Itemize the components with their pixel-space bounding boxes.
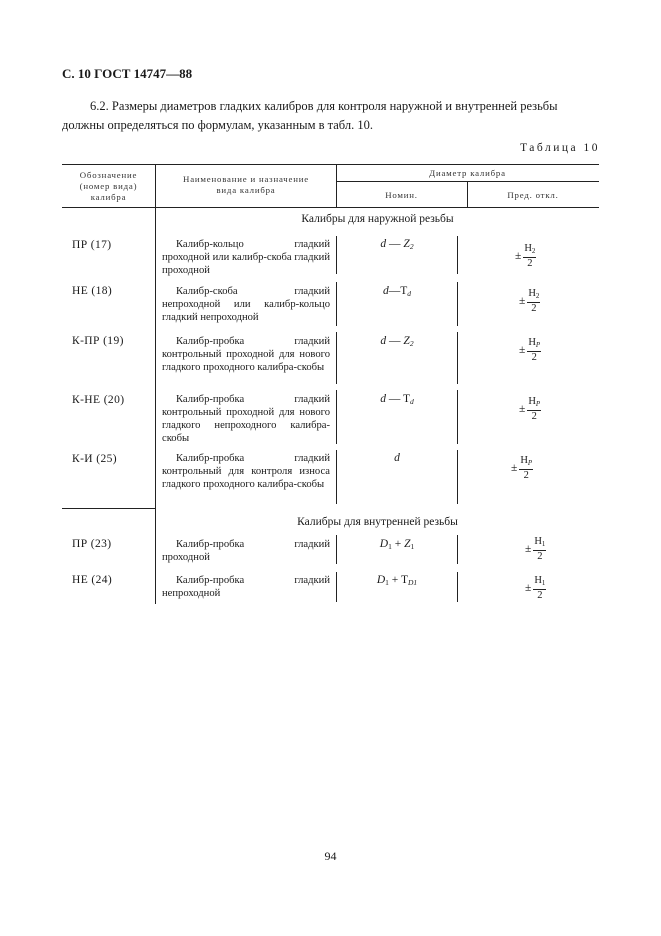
page-number: 94: [324, 849, 337, 863]
fraction-num: [527, 337, 541, 352]
nom-sym: T: [400, 574, 408, 586]
row-deviation: [515, 243, 536, 269]
nom-sub: 2: [409, 339, 414, 348]
col-rule-3: [457, 450, 458, 504]
row-deviation: [525, 575, 546, 601]
nom-op: —: [385, 393, 403, 405]
row-deviation: [519, 396, 541, 422]
fraction-den: 2: [531, 352, 537, 363]
intro-paragraph: [62, 97, 602, 135]
row-code: К-НЕ (20): [72, 394, 125, 406]
section-title-inner: Калибры для внутренней резьбы: [297, 516, 458, 528]
row-deviation: [519, 337, 541, 363]
nom-sub: d: [407, 289, 412, 298]
row-code: НЕ (18): [72, 285, 113, 297]
nom-main: d: [380, 393, 386, 405]
col-rule-2: [336, 572, 337, 602]
fraction-den: 2: [527, 258, 533, 269]
col-rule-3: [457, 535, 458, 564]
row-code: НЕ (24): [72, 574, 113, 586]
fraction: [527, 396, 541, 422]
fraction-num-sub: 1: [541, 540, 546, 548]
nom-sym: T: [400, 285, 408, 297]
nom-main: D: [376, 574, 386, 586]
col-rule-2: [336, 390, 337, 444]
intro-paragraph-text: 6.2. Размеры диаметров гладких калибров для контроля наружной и внутренней резьбы должны определяться по формулам, указанным в табл. 10.: [62, 99, 558, 132]
row-code: ПР (17): [72, 239, 112, 251]
table-header-bottom-rule: [62, 207, 599, 208]
plus-minus: ±: [519, 295, 526, 307]
fraction-den: 2: [523, 470, 529, 481]
fraction-num-sub: 2: [535, 292, 540, 300]
fraction-num: [527, 396, 541, 411]
fraction: [527, 288, 540, 314]
col-rule-1: [155, 208, 156, 604]
table-caption: Таблица 10: [520, 142, 600, 154]
nom-main: d: [380, 238, 387, 250]
col-rule-3: [457, 332, 458, 384]
plus-minus: ±: [519, 344, 526, 356]
fraction-num: [519, 455, 533, 470]
fraction-num-main: H: [534, 575, 542, 586]
plus-minus: ±: [519, 403, 526, 415]
col-rule-2: [336, 332, 337, 384]
header-designation: [62, 170, 155, 203]
nom-main-sub: 1: [385, 578, 389, 587]
fraction-num-main: H: [520, 455, 528, 466]
header-designation-line: калибра: [90, 192, 127, 202]
plus-minus: ±: [511, 462, 518, 474]
row-nominal: [338, 393, 456, 406]
fraction-num-main: H: [528, 396, 536, 407]
col-rule-3: [457, 282, 458, 326]
nom-main: d: [394, 452, 400, 464]
col-rule-2: [336, 236, 337, 274]
fraction-num-sub: P: [527, 459, 533, 467]
nom-op: +: [388, 574, 401, 586]
row-nominal: [338, 285, 456, 298]
header-designation-line: (номер вида): [79, 181, 138, 191]
fraction-num: [533, 575, 546, 590]
fraction: [533, 536, 546, 562]
fraction-num-main: H: [528, 288, 536, 299]
row-deviation: [519, 288, 540, 314]
fraction-num: [533, 536, 546, 551]
row-nominal: [338, 238, 456, 251]
fraction-den: 2: [531, 411, 537, 422]
fraction-num-main: H: [528, 337, 536, 348]
row-name: Калибр-кольцо гладкий проходной или калибр-скоба гладкий проходной: [162, 239, 330, 276]
nom-sub: D1: [407, 578, 418, 587]
fraction-num-sub: 2: [531, 247, 536, 255]
nom-op: —: [388, 285, 401, 297]
col-rule-3: [457, 572, 458, 602]
fraction-den: 2: [537, 590, 543, 601]
header-designation-line: Обозначение: [79, 170, 138, 180]
fraction-num-main: H: [524, 243, 532, 254]
nom-op: —: [386, 238, 404, 250]
fraction-num-sub: 1: [541, 579, 546, 587]
row-name: Калибр-пробка гладкий проходной: [162, 539, 330, 563]
row-nominal: [338, 574, 456, 587]
row-code: К-ПР (19): [72, 335, 124, 347]
fraction-num: [527, 288, 540, 303]
fraction-den: 2: [537, 551, 543, 562]
nom-sym: Z: [404, 538, 411, 550]
row-code: К-И (25): [72, 453, 118, 465]
col-rule-2: [336, 535, 337, 564]
table-section-rule: [62, 508, 156, 509]
row-nominal: [338, 452, 456, 464]
fraction: [533, 575, 546, 601]
row-name: Калибр-пробка гладкий контрольный проходной для нового гладкого непроходного калибра-скобы: [162, 394, 330, 444]
header-deviation: Пред. откл.: [507, 190, 559, 200]
nom-main: d: [380, 335, 387, 347]
nom-sym: T: [403, 393, 411, 405]
fraction-num-main: H: [534, 536, 542, 547]
row-deviation: [525, 536, 546, 562]
plus-minus: ±: [525, 543, 532, 555]
col-rule-3: [457, 236, 458, 274]
row-name: Калибр-пробка гладкий контрольный проходной для нового гладкого проходного калибра-скобы: [162, 336, 330, 373]
fraction-num: [523, 243, 536, 258]
page-header: С. 10 ГОСТ 14747—88: [62, 66, 193, 81]
nom-sub: 2: [409, 242, 414, 251]
fraction: [519, 455, 533, 481]
row-nominal: [338, 538, 456, 551]
fraction: [527, 337, 541, 363]
header-nominal: Номин.: [385, 190, 418, 200]
row-name: Калибр-скоба гладкий непроходной или калибр-кольцо гладкий непроходной: [162, 286, 330, 323]
nom-sub: d: [410, 397, 414, 406]
fraction-num-sub: P: [535, 400, 541, 408]
plus-minus: ±: [525, 582, 532, 594]
table-top-rule: [62, 164, 599, 165]
col-rule-3: [457, 390, 458, 444]
nom-op: —: [386, 335, 404, 347]
nom-sub: 1: [410, 542, 415, 551]
plus-minus: ±: [515, 250, 522, 262]
col-rule-2: [336, 450, 337, 504]
row-name: Калибр-пробка гладкий непроходной: [162, 575, 330, 599]
fraction-den: 2: [531, 303, 537, 314]
row-nominal: [338, 335, 456, 348]
nom-op: +: [391, 538, 405, 550]
fraction-num-sub: P: [535, 341, 541, 349]
nom-main: d: [382, 285, 389, 297]
nom-main: D: [379, 538, 389, 550]
nom-sym: Z: [403, 335, 410, 347]
section-title-outer: Калибры для наружной резьбы: [301, 213, 454, 225]
row-deviation: [511, 455, 533, 481]
header-name: [156, 174, 336, 196]
row-code: ПР (23): [72, 538, 112, 550]
row-name: Калибр-пробка гладкий контрольный для контроля износа гладкого проходного калибра-скобы: [162, 453, 330, 490]
header-name-line: Наименование и назначение: [183, 174, 309, 184]
col-rule-2: [336, 282, 337, 326]
fraction: [523, 243, 536, 269]
header-name-line: вида калибра: [216, 185, 276, 195]
nom-main-sub: 1: [388, 542, 392, 551]
nom-sym: Z: [403, 238, 410, 250]
header-diameter: Диаметр калибра: [429, 168, 506, 178]
